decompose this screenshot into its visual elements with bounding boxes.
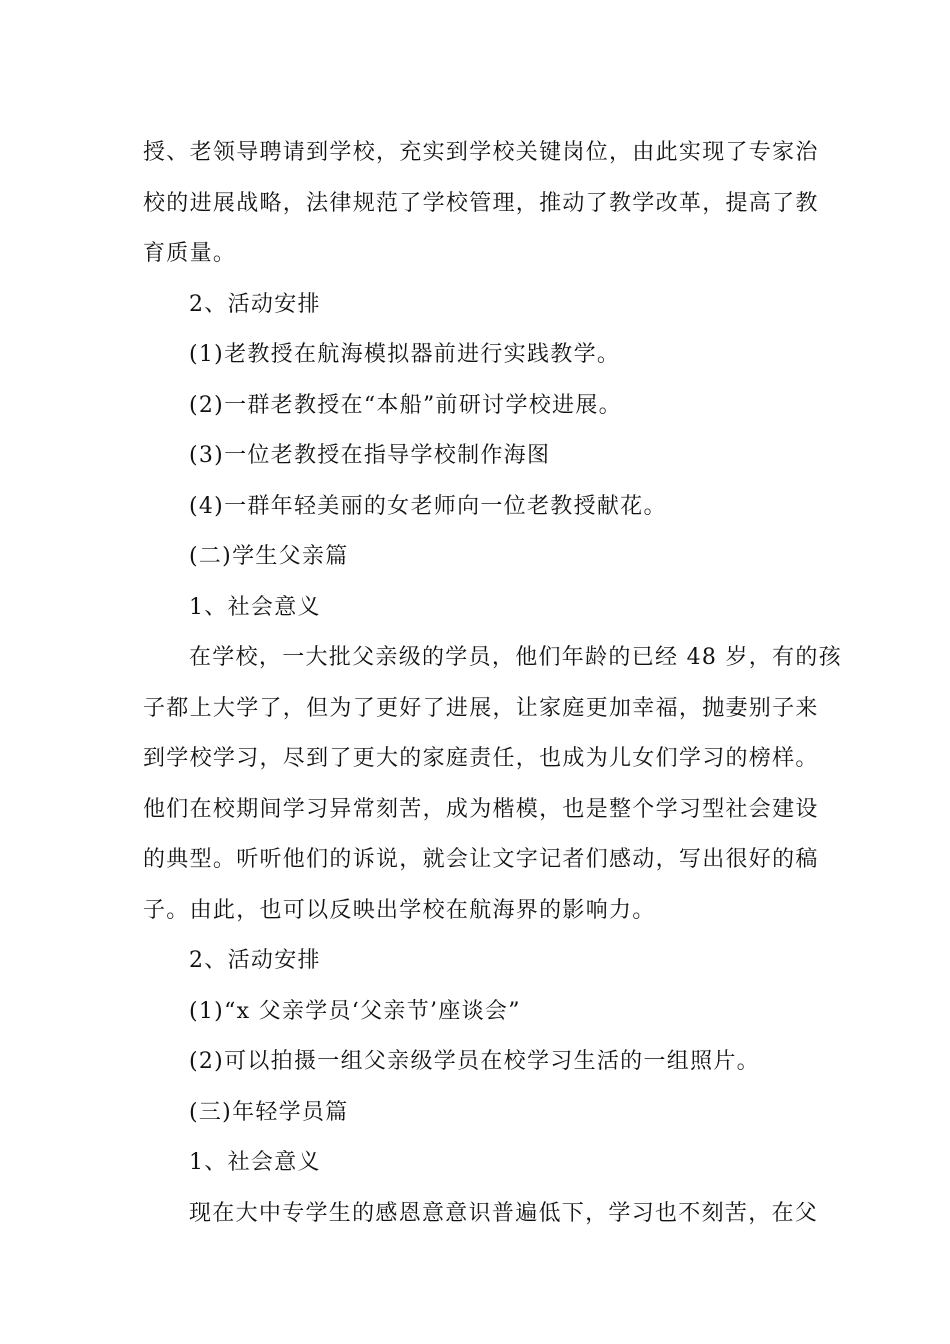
- section-heading: 2、活动安排: [189, 948, 321, 973]
- section-heading: 2、活动安排: [189, 291, 321, 317]
- paragraph-line: 现在大中专学生的感恩意意识普遍低下，学习也不刻苦，在父: [189, 1200, 819, 1226]
- section-heading: 1、社会意义: [189, 1150, 321, 1175]
- text-line: 育质量。: [143, 241, 237, 266]
- document-body: [143, 128, 842, 1239]
- text-line: 校的进展战略，法律规范了学校管理，推动了教学改革，提高了教: [143, 190, 819, 216]
- paragraph-line: 到学校学习，尽到了更大的家庭责任，也成为儿女们学习的榜样。: [143, 746, 819, 771]
- paragraph-line: 子都上大学了，但为了更好了进展，让家庭更加幸福，抛妻别子来: [143, 695, 819, 721]
- section-heading: 1、社会意义: [189, 594, 321, 620]
- list-item: (3)一位老教授在指导学校制作海图: [189, 443, 551, 468]
- section-heading: (二)学生父亲篇: [189, 544, 349, 569]
- paragraph-line: 的典型。听听他们的诉说，就会让文字记者们感动，写出很好的稿: [143, 847, 819, 872]
- list-item: (4)一群年轻美丽的女老师向一位老教授献花。: [189, 493, 667, 519]
- section-heading: (三)年轻学员篇: [189, 1099, 349, 1125]
- paragraph-line: 在学校，一大批父亲级的学员，他们年龄的已经 48 岁，有的孩: [189, 645, 842, 670]
- list-item: (2)一群老教授在“本船”前研讨学校进展。: [189, 392, 622, 418]
- list-item: (1)老教授在航海模拟器前进行实践教学。: [189, 342, 621, 367]
- paragraph-line: 子。由此，也可以反映出学校在航海界的影响力。: [143, 897, 656, 923]
- list-item: (2)可以拍摄一组父亲级学员在校学习生活的一组照片。: [189, 1049, 760, 1074]
- paragraph-line: 他们在校期间学习异常刻苦，成为楷模，也是整个学习型社会建设: [143, 796, 819, 822]
- list-item: (1)“x 父亲学员‘父亲节’座谈会”: [189, 998, 521, 1024]
- text-line: 授、老领导聘请到学校，充实到学校关键岗位，由此实现了专家治: [143, 140, 819, 165]
